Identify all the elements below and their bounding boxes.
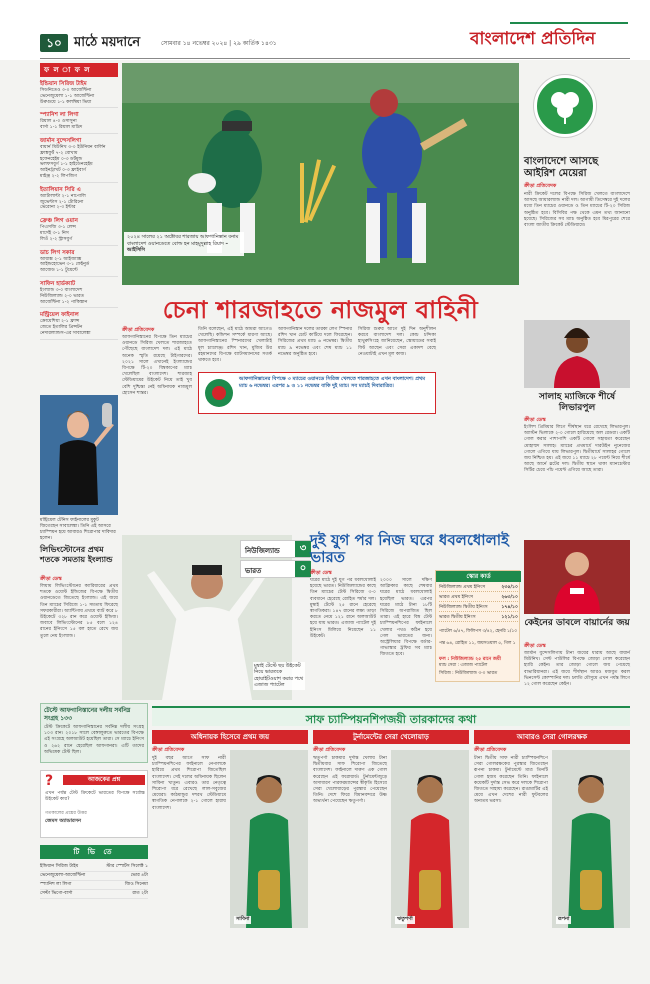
prashno-question: এখন পর্যন্ত টেস্ট ক্রিকেটে ভারতের বিপক্ষে সর্বোচ্চ উইকেট কার? [45, 791, 145, 803]
result-block [40, 281, 118, 308]
saff-story-title: টুর্নামেন্টের সেরা খেলোয়াড় [313, 730, 469, 744]
score-panel [240, 540, 310, 578]
result-block-title: সাফিন হার্ডক্যাট [40, 280, 76, 287]
main-headline: চেনা শারজাহতে নাজমুল বাহিনী [162, 296, 479, 324]
saff-story-title: অধিনায়ক হিসেবে প্রথম জয় [152, 730, 308, 744]
livingstone-heading: লিভিংস্টোনের প্রথম শতকে সমতায় ইংল্যান্ড [40, 545, 113, 564]
ireland-byline: ক্রীড়া প্রতিবেদক [524, 183, 557, 189]
result-block-title: ডাচ লিগ সকার [40, 249, 75, 256]
top-photo-credit: –আইসিসি [127, 240, 228, 254]
result-line: হফেনহেইম ০-৩ ডর্টমুন্ড [40, 156, 83, 162]
india-byline: ক্রীড়া ডেস্ক [310, 570, 332, 576]
tv-row-right: রাত ২টা [132, 891, 148, 896]
paper-name-logo: বাংলাদেশ প্রতিদিন [470, 29, 596, 49]
score-card-row [439, 595, 518, 602]
tv-box [40, 845, 148, 925]
score-team2-row [240, 560, 310, 578]
result-block [40, 138, 118, 183]
score-card-row [439, 605, 518, 612]
saff-banner-title: সাফ চ্যাম্পিয়নশিপজয়ী তারকাদের কথা [305, 713, 477, 726]
result-line: অ্যাটালান্টা ২-১ নাপোলি [40, 193, 86, 199]
salah-photo [524, 320, 630, 388]
score-card-bowling-1: প্যাটেল ৬/৫৭, ফিলিপস ৩/৪২, হেনরি ১/১০ [439, 629, 518, 634]
result-line: আইন্ডহোভেন ৩-১ ফেইনুর্ড [40, 262, 90, 268]
saff-stories [152, 730, 630, 940]
player-silhouette-icon [40, 395, 118, 515]
saff-story [152, 730, 308, 940]
result-line: নিউজিল্যান্ড ২-০ ভারত [40, 293, 85, 299]
result-line: আইনট্রাখট ০-৩ ফ্রাইবার্গ [40, 168, 86, 174]
score-card-bowling-2: পন্ত ৬৪, রোহিত ১১, জয়সওয়াল ৫, গিল ১ [439, 641, 516, 646]
india-heading: দুই যুগ পর নিজ ঘরে ধবলধোলাই ভারত [310, 531, 509, 566]
tv-row-right: জিও সিনেমা [124, 882, 148, 887]
sabalenka-photo [40, 395, 118, 515]
livingstone-byline: ক্রীড়া ডেস্ক [40, 576, 62, 582]
ireland-body: নারী ক্রিকেট দলের বিপক্ষে সিরিজ খেলতে বাংলাদেশে আসছে আয়ারল্যান্ড নারী দল। আগামী ডিসেম্বরে দুই দলের মধ্যে তিন ম্যাচের ওয়ানডে ও তিন ম্যাচের টি-২০ সিরিজ অনুষ্ঠিত হবে। বিসিবির পক্ষ থেকে এমন তথ্য জানানো হয়েছে। সিরিজের সব ম্যাচ অনুষ্ঠিত হবে মিরপুরের শেরে বাংলা জাতীয় ক্রিকেট স্টেডিয়ামে। [524, 192, 630, 229]
section-title: মাঠে ময়দানে [74, 35, 141, 50]
result-line: ইংল্যান্ড ৩-০ বাংলাদেশ [40, 287, 83, 293]
result-block [40, 112, 118, 134]
saff-player-photo [552, 750, 630, 928]
prashno-box [40, 770, 148, 838]
footballer-icon [391, 750, 469, 928]
results-header: ফ ল া ফ ল [40, 63, 118, 77]
main-col-4: সিরিজ শুরুর আগে দুই দিন অনুশীলন করবে বাংলাদেশ দল। কোচ চন্দিকা হাথুরুসিংহে জানিয়েছেন, স্কোয়াডের সবাই ফিট আছেন এবং সেরা একাদশ বেছে নেওয়াটাই এখন মূল কাজ। [358, 327, 436, 357]
footballer-icon [552, 750, 630, 928]
main-quote-box [198, 372, 436, 414]
result-block-title: ইতালিয়ান সিরি এ [40, 186, 81, 193]
result-block-title: ফ্রেঞ্চ লিগ ওয়ান [40, 218, 78, 225]
tv-row-left: সেল্টা ভিগো-বার্সা [40, 891, 73, 896]
footballer-icon [230, 750, 308, 928]
saff-story [313, 730, 469, 940]
ireland-logo [534, 75, 596, 137]
score-team1-name: নিউজিল্যান্ড [245, 547, 280, 555]
tv-row-right: স্টার স্পোর্টস সিলেক্ট ১ [106, 864, 148, 869]
score-card-row-label: ভারত প্রথম ইনিংস [439, 595, 474, 600]
question-mark-icon: ? [45, 773, 54, 789]
score-card-row-value: ২৩৫/১০ [501, 585, 518, 590]
result-block [40, 187, 118, 214]
salah-figure-icon [524, 320, 630, 388]
prashno-header: আজকের প্রশ্ন [63, 775, 145, 785]
result-line: জেতে ইতালির প্রিন্সটন [40, 325, 83, 331]
score-team2-value: ০ [295, 561, 311, 577]
score-card-row-label: ভারত দ্বিতীয় ইনিংস [439, 615, 476, 620]
score-team2-name: ভারত [245, 567, 262, 575]
tv-row-left: ভেনেজুয়েলা-আর্জেন্টিনা [40, 873, 86, 878]
score-card-result: ফল : নিউজিল্যান্ড ২৫ রানে জয়ী [439, 657, 501, 662]
result-line: পিএসজি ৩-১ লেন্স [40, 225, 76, 231]
tv-row [40, 863, 148, 872]
india-col-1: ঘরের মাঠে দুই যুগ পর ধবলধোলাই হয়েছে ভারত। নিউজিল্যান্ডের কাছে তিন ম্যাচের টেস্ট সিরিজে ৩-০ ব্যবধানে হেরেছে রোহিত শর্মার দল। মুম্বাই টেস্টে ২৫ রানে হেরেছে স্বাগতিকরা। ১৪৭ রানের লক্ষ্য তাড়া করতে নেমে ১২১ রানে অলআউট হয়ে যায় ভারত। এজাজ প্যাটেল দুই ইনিংস মিলিয়ে নিয়েছেন ১১ উইকেট। [310, 578, 376, 639]
result-line: বার্সা ১-১ রিয়াল মাদ্রিদ [40, 125, 83, 131]
shamrock-icon [537, 78, 593, 134]
score-card-row-value: ১২১/১০ [501, 615, 518, 620]
saff-story-body: দুই বছর আগে সাফ নারী চ্যাম্পিয়নশিপের ফাইনালে নেপালকে হারিয়ে প্রথম শিরোপা জিতেছিল বাংলাদেশ। সেই দলের অধিনায়ক ছিলেন সাবিনা খাতুন। এবারও তার নেতৃত্বে শিরোপা ধরে রেখেছে লাল-সবুজের মেয়েরা। কাঠমান্ডুর দশরথ স্টেডিয়ামে স্বাগতিক নেপালকে ২-১ গোলে হারায় বাংলাদেশ। [152, 756, 226, 811]
kane-byline: ক্রীড়া ডেস্ক [524, 643, 546, 649]
sabalenka-caption: মন্ট্রিয়েল টেনিস ফাইনালের মুকুট জিতেছেন সাবালেঙ্কা। তিনি এই আসরে চ্যাম্পিয়ন হয়ে আবারও শিরোপার দাবিদার হলেন। [40, 518, 116, 541]
result-line: মার্সেই ৩-১ নিস [40, 230, 69, 236]
result-line: ভলফসবুর্গ ১-১ হাইডেনহেইম [40, 162, 93, 168]
saff-player-photo [391, 750, 469, 928]
score-card-series: সিরিজ : নিউজিল্যান্ড ৩-০ ভারত [439, 671, 498, 676]
score-card-man: ম্যাচ সেরা : এজাজ প্যাটেল [439, 663, 488, 668]
test-status-heading: টেস্টে আফগানিস্তানের দলীয় সর্বনিম্ন সংগ্রহ ১৩৩ [44, 707, 131, 722]
kane-heading: কেইনের ডাবলে বায়ার্নের জয় [524, 618, 630, 628]
salah-body: ইংলিশ প্রিমিয়ার লিগে শীর্ষস্থান ধরে রেখেছে লিভারপুল। অ্যাস্টন ভিলাকে ২-০ গোলে হারিয়েছে অল রেডরা। একটি গোল করার পাশাপাশি একটি গোলে সহায়তা করেছেন মোহাম্মদ সালাহ। ম্যাচের প্রথমার্ধে দারউইন নুনেজের গোলে এগিয়ে যায় লিভারপুল। দ্বিতীয়ার্ধে সালাহর গোলে জয় নিশ্চিত হয়। এই জয়ে ১১ ম্যাচে ২৮ পয়েন্ট নিয়ে শীর্ষে আছে আর্নে স্লটের দল। দ্বিতীয় স্থানে থাকা ম্যানচেস্টার সিটির চেয়ে পাঁচ পয়েন্ট এগিয়ে আছে তারা। [524, 425, 630, 474]
result-block [40, 218, 118, 245]
nz-photo-caption: মুম্বাই টেস্টে ছয় উইকেট নিয়ে ভারতকে হোয়াইটওয়াশ করার পথে এজাজ প্যাটেল [254, 663, 304, 689]
top-photo-caption-text: ২০২৪ সালের ২১ অক্টোবর শারজায় আফগানিস্তান বনাম বাংলাদেশ ওয়ানডেতে বোল্ড হন মাহমুদুল্লাহ রিয়াদ [127, 234, 239, 247]
main-byline: ক্রীড়া প্রতিবেদক [122, 327, 155, 333]
result-line: মাইঞ্জ ২-২ লিপজিগ [40, 173, 78, 179]
kane-body: জার্মান বুন্দেসলিগায় টানা জয়ের ধারায় আছে বায়ার্ন মিউনিখ। সেন্ট পাউলির বিপক্ষে জোড়া গোল করেছেন হ্যারি কেইন। তার জোড়া গোলে জয় পেয়েছে বাভারিয়ানরা। এই জয়ে শীর্ষস্থান আরও মজবুত করল ভিনসেন্ট কোম্পানির দল। চলতি মৌসুমে এখন পর্যন্ত লিগে ১২ গোল করেছেন কেইন। [524, 651, 630, 688]
result-block-title: ইন্ডিয়ান সিরিজ টাইম [40, 81, 87, 87]
page-date: সোমবার ১৪ নভেম্বর ২০২৪ | ২৯ কার্তিক ১৪৩১ [161, 40, 277, 47]
test-status-body: টেস্ট ক্রিকেটে আফগানিস্তানের সর্বনিম্ন দলীয় সংগ্রহ ১০৩ রান। ২০১৮ সালে বেঙ্গালুরুতে ভারতের বিপক্ষে এই সংগ্রহে অলআউট হয়েছিল তারা। সে ম্যাচে ইনিংস ও ২৬২ রানে হেরেছিল আফগানরা। এটি তাদের অভিষেক টেস্ট ছিল। [44, 725, 144, 755]
score-card-row [439, 585, 518, 592]
score-card-row-value: ১৭৪/১০ [501, 605, 518, 610]
saff-story-byline: ক্রীড়া প্রতিবেদক [474, 747, 507, 753]
masthead-rule [40, 58, 630, 59]
result-line: জুভেন্টাস ২-১ টোরিনো [40, 199, 84, 205]
result-line: আজেড ১-১ টুয়েন্টে [40, 268, 78, 274]
score-card-row-value: ২৬৩/১০ [501, 595, 518, 600]
saff-banner [152, 706, 630, 726]
prashno-prev-answer: জেমস অ্যান্ডারসন [45, 818, 82, 824]
result-line: আয়াক্স ২-১ আইজ্যাক্স [40, 256, 82, 262]
result-line: ভেনেজুয়েলা ১-১ আর্জেন্টিনা [40, 93, 95, 99]
kane-figure-icon [524, 540, 630, 614]
result-block [40, 81, 118, 108]
masthead [0, 0, 650, 60]
score-card [435, 570, 520, 682]
tv-row-left: ইন্ডিয়ান সিরিজ টাইম [40, 864, 79, 869]
salah-byline: ক্রীড়া ডেস্ক [524, 417, 546, 423]
tv-row [40, 881, 148, 890]
main-col-3: আফগানিস্তান দলের তারকা লেগ স্পিনার রশিদ খান চোট কাটিয়ে দলে ফিরেছেন। সিরিজের প্রথম ম্যাচ ৬ নভেম্বর। দ্বিতীয় ম্যাচ ৯ নভেম্বর এবং শেষ ম্যাচ ১১ নভেম্বর অনুষ্ঠিত হবে। [278, 327, 352, 357]
result-line: লিওঁ ২-২ স্ট্রাসবুর্গ [40, 236, 73, 242]
result-block-title: মন্ট্রিয়েল ফাইনাল [40, 312, 79, 319]
result-line: ক্রোয়েশিয়া ২-১ ফ্রান্স [40, 319, 80, 325]
kane-photo [524, 540, 630, 614]
result-line: নেদারল্যান্ডস-এর সাবালেঙ্কা [40, 330, 91, 336]
tv-rows [40, 863, 148, 899]
masthead-tagline [510, 22, 628, 24]
score-card-title: স্কোর কার্ড [436, 571, 521, 582]
main-col-2: তিনি বলেছেন, এই মাঠে আমরা আগেও খেলেছি। কন্ডিশন সম্পর্কে ধারণা আছে। আফগানিস্তানের স্পিনারদের খেলাটাই মূল চ্যালেঞ্জ। রশিদ খান, মুজিব উর রহমানদের বিপক্ষে ব্যাটসম্যানদের সতর্ক থাকতে হবে। [198, 327, 272, 364]
score-team1-row [240, 540, 310, 558]
saff-story [474, 730, 630, 940]
score-card-rows [439, 585, 518, 625]
score-team1-value: ৩ [295, 541, 311, 557]
salah-heading: সালাহ ম্যাজিকে শীর্ষে লিভারপুল [538, 392, 616, 413]
saff-player-label: ঋতুপর্ণা [397, 916, 413, 922]
result-line: বায়ার্ন মিউনিখ ৩-০ ইউনিয়ন বার্লিন [40, 144, 106, 150]
result-line: ফ্রাঙ্কফুর্ট ৭-২ বোখাম [40, 150, 78, 156]
result-line: উরুগুয়ে ১-১ কলম্বিয়া ভিয়া [40, 99, 92, 105]
tv-row-right: ভোর ৪টা [130, 873, 148, 878]
score-card-row [439, 615, 518, 622]
main-quote-text: আফগানিস্তানের বিপক্ষে ৩ ম্যাচের ওয়ানডে সিরিজ খেলতে শারজাহতে এখন বাংলাদেশ। প্রথম ম্যাচ ৬ নভেম্বর। এরপর ৯ ও ১১ নভেম্বর বাকি দুই ম্যাচ। সব ম্যাচই দিবারাত্রির। [239, 376, 426, 389]
saff-story-body: ঋতুপর্ণা চাকমার দুর্দান্ত খেলায় টানা দ্বিতীয়বার সাফ শিরোপা জিতেছে বাংলাদেশ। ফাইনালে দারুণ এক গোল করেছেন এই ফরোয়ার্ড। টুর্নামেন্টজুড়ে অসাধারণ পারফরম্যান্সের স্বীকৃতি হিসেবে সেরা খেলোয়াড়ের পুরস্কার পেয়েছেন তিনি। দেশে ফিরে বিমানবন্দরে উষ্ণ অভ্যর্থনা পেয়েছেন ঋতুপর্ণা। [313, 756, 387, 805]
results-list [40, 81, 118, 344]
result-block [40, 312, 118, 339]
tv-row [40, 872, 148, 881]
saff-story-title: আবারও সেরা গোলরক্ষক [474, 730, 630, 744]
page-number-badge: ১০ [40, 34, 68, 52]
livingstone-body: লিয়াম লিভিংস্টোনের ক্যারিয়ারের প্রথম শতকে ওয়েস্ট ইন্ডিজের বিপক্ষে দ্বিতীয় ওয়ানডেতে জিতেছে ইংল্যান্ড। এই জয়ে তিন ম্যাচের সিরিজে ১-১ সমতায় ফিরেছে সফরকারীরা। অ্যান্টিগায় প্রথমে ব্যাট করে ৮ উইকেটে ৩২৮ রান করে ওয়েস্ট ইন্ডিজ। জবাবে লিভিংস্টোনের ৮৫ বলে ১২৪ রানের ইনিংসে ১৫ বল হাতে রেখে জয় তুলে নেয় ইংল্যান্ড। [40, 584, 118, 639]
ireland-heading: বাংলাদেশে আসছে আইরিশ মেয়েরা [524, 156, 599, 179]
tv-header: টি ভি তে [40, 845, 148, 859]
score-card-row-label: নিউজিল্যান্ড দ্বিতীয় ইনিংস [439, 605, 488, 610]
saff-player-label: সাবিনা [236, 916, 250, 922]
saff-player-label: রূপনা [558, 916, 570, 922]
result-line: ভেরোনা ২-৩ ইন্টার [40, 205, 76, 211]
bcb-logo-icon [205, 379, 233, 407]
score-card-row-label: নিউজিল্যান্ড প্রথম ইনিংস [439, 585, 486, 590]
result-block [40, 250, 118, 277]
top-photo-caption [124, 232, 244, 256]
tv-row-left: স্প্যানিশ লা লিগা [40, 882, 72, 887]
main-col-1: আফগানিস্তানের বিপক্ষে তিন ম্যাচের ওয়ানডে সিরিজ খেলতে শারজাহতে পৌঁছেছে বাংলাদেশ দল। এই মাঠে অনেক স্মৃতি রয়েছে টাইগারদের। ২০২১ সালে এখানেই ইংল্যান্ডের বিপক্ষে টি-২০ বিশ্বকাপের ম্যাচ খেলেছিল বাংলাদেশ। শারজাহ স্টেডিয়ামের উইকেট নিয়ে তাই খুব বেশি দুশ্চিন্তা নেই অধিনায়ক নাজমুল হোসেন শান্তর। [122, 335, 192, 396]
india-col-2: ২০০০ সালে দক্ষিণ আফ্রিকার কাছে শেষবার ঘরের মাঠে ধবলধোলাই হয়েছিল ভারত। এরপর ঘরের মাঠে টানা ১৮টি সিরিজে অপরাজিত ছিল তারা। এই হারে বিশ্ব টেস্ট চ্যাম্পিয়নশিপের ফাইনালে খেলার পথও কঠিন হয়ে গেল ভারতের জন্য। অস্ট্রেলিয়ার বিপক্ষে বর্ডার-গাভাস্কার ট্রফির সব ম্যাচ জিততে হবে। [380, 578, 432, 658]
test-status-box [40, 703, 148, 763]
result-block-title: স্প্যানিশ লা লিগা [40, 112, 79, 119]
saff-story-byline: ক্রীড়া প্রতিবেদক [152, 747, 185, 753]
result-block-title: জার্মান বুন্দেসলিগা [40, 137, 82, 144]
result-line: সিডনিতেও ৩-০ আর্জেন্টিনা [40, 88, 92, 93]
saff-player-photo [230, 750, 308, 928]
saff-story-byline: ক্রীড়া প্রতিবেদক [313, 747, 346, 753]
result-line: রিয়াল ৪-০ ওসাসুনা [40, 119, 77, 125]
saff-story-body: টানা দ্বিতীয় সাফ নারী চ্যাম্পিয়নশিপে সেরা গোলরক্ষকের পুরস্কার জিতেছেন রূপনা চাকমা। টুর্নামেন্টে মাত্র তিনটি গোল হজম করেছেন তিনি। ফাইনালে কয়েকটি দুর্দান্ত সেভ করে দলকে শিরোপা জিততে সাহায্য করেছেন। রাঙামাটির এই মেয়ে এখন দেশের নারী ফুটবলের অন্যতম ভরসা। [474, 756, 548, 805]
result-line: আর্জেন্টিনা ১-২ পাকিস্তান [40, 299, 88, 305]
tv-row [40, 890, 148, 899]
prashno-prev-label: গতকালের প্রশ্নের উত্তর [45, 811, 87, 816]
